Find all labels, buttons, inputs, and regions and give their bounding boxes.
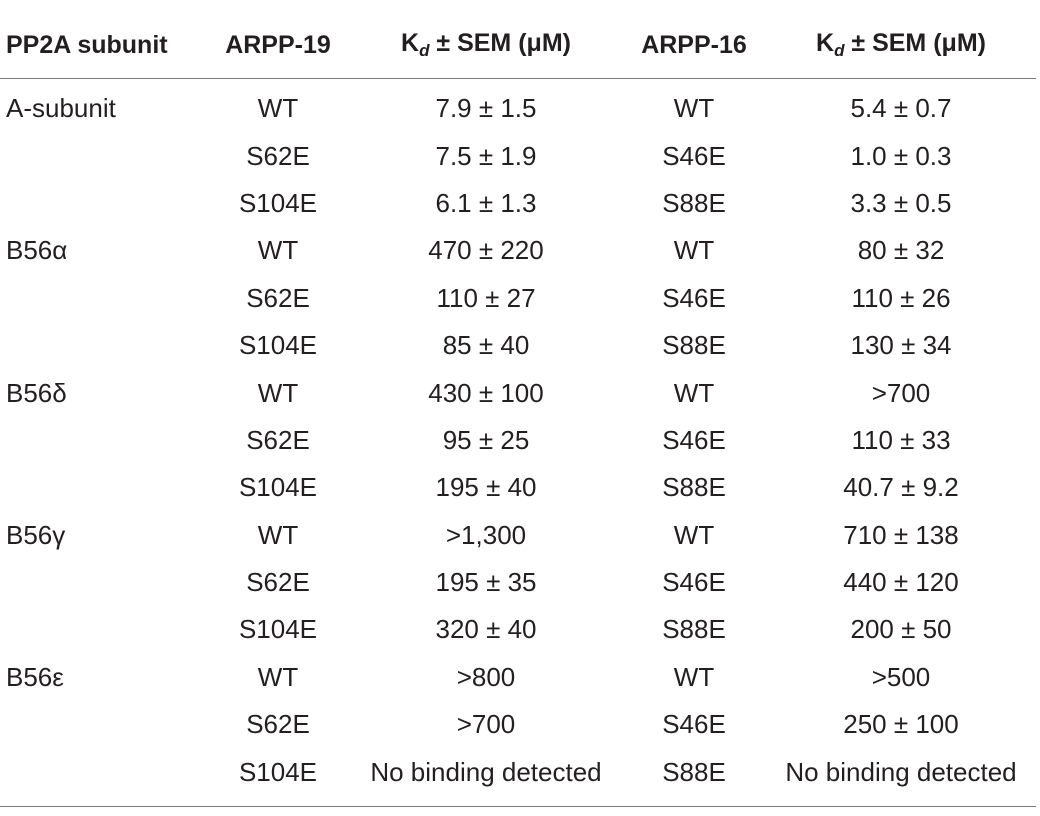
cell-kd-arpp16: 110 ± 33 xyxy=(851,424,951,455)
cell-arpp19-variant: S62E xyxy=(246,424,310,455)
cell-arpp16-variant: S46E xyxy=(662,424,726,455)
cell-arpp19-variant: S62E xyxy=(246,282,310,313)
cell-pp2a-subunit xyxy=(0,606,206,653)
table-row xyxy=(0,606,1036,653)
cell-kd-arpp19: 195 ± 40 xyxy=(435,472,537,503)
cell-arpp16-variant: WT xyxy=(673,661,715,692)
cell-pp2a-subunit xyxy=(0,701,206,748)
cell-arpp16-variant: WT xyxy=(673,377,715,408)
cell-kd-arpp19: 320 ± 40 xyxy=(435,614,537,645)
cell-kd-arpp16: 250 ± 100 xyxy=(843,709,959,740)
cell-kd-arpp19: >700 xyxy=(456,709,516,740)
table-row xyxy=(0,417,1036,464)
cell-arpp16-variant: S46E xyxy=(662,567,726,598)
cell-kd-arpp19: 195 ± 35 xyxy=(435,567,537,598)
table-row xyxy=(0,654,1036,701)
cell-kd-arpp16: 110 ± 26 xyxy=(851,282,951,313)
cell-arpp16-variant: S88E xyxy=(662,187,726,218)
cell-kd-arpp19: >1,300 xyxy=(445,519,527,550)
header-kd-arpp19-rest: ± SEM (μM) xyxy=(429,29,571,57)
cell-kd-arpp19: No binding detected xyxy=(350,748,622,806)
cell-pp2a-subunit xyxy=(0,464,206,511)
cell-arpp19-variant: WT xyxy=(257,661,299,692)
table-row xyxy=(0,79,1036,133)
header-arpp19: ARPP-19 xyxy=(206,20,350,79)
table-row xyxy=(0,464,1036,511)
cell-kd-arpp19: 95 ± 25 xyxy=(442,424,530,455)
table-body xyxy=(0,79,1036,807)
cell-arpp16-variant: S88E xyxy=(622,748,766,806)
cell-kd-arpp16: 710 ± 138 xyxy=(843,519,959,550)
cell-kd-arpp16: >500 xyxy=(871,661,931,692)
cell-arpp19-variant: S104E xyxy=(238,614,318,645)
cell-arpp16-variant: S46E xyxy=(662,709,726,740)
cell-pp2a-subunit: B56γ xyxy=(6,519,66,550)
cell-kd-arpp16: 130 ± 34 xyxy=(850,330,952,361)
cell-kd-arpp19: 110 ± 27 xyxy=(436,282,536,313)
header-kd-arpp19-subscript: d xyxy=(419,41,430,60)
header-kd-arpp16-k: K xyxy=(816,29,835,57)
cell-kd-arpp16: >700 xyxy=(871,377,931,408)
cell-arpp19-variant: S62E xyxy=(246,140,310,171)
cell-kd-arpp16: 5.4 ± 0.7 xyxy=(850,93,952,124)
cell-pp2a-subunit: A-subunit xyxy=(6,93,116,124)
header-pp2a-subunit: PP2A subunit xyxy=(0,20,206,79)
cell-arpp16-variant: S46E xyxy=(662,140,726,171)
cell-kd-arpp16: 440 ± 120 xyxy=(843,567,959,598)
cell-arpp19-variant: S62E xyxy=(246,709,310,740)
cell-kd-arpp19: 7.5 ± 1.9 xyxy=(435,140,537,171)
table-row xyxy=(0,132,1036,179)
cell-arpp19-variant: WT xyxy=(257,235,299,266)
cell-pp2a-subunit xyxy=(0,322,206,369)
cell-arpp16-variant: S88E xyxy=(662,614,726,645)
header-kd-arpp16 xyxy=(766,20,1036,79)
cell-arpp16-variant: S88E xyxy=(662,472,726,503)
table-header xyxy=(0,20,1036,79)
cell-pp2a-subunit xyxy=(0,559,206,606)
cell-kd-arpp16: 3.3 ± 0.5 xyxy=(850,187,952,218)
cell-arpp19-variant: WT xyxy=(257,519,299,550)
cell-arpp19-variant: WT xyxy=(257,377,299,408)
cell-pp2a-subunit xyxy=(0,275,206,322)
cell-kd-arpp16: No binding detected xyxy=(766,748,1036,806)
table-row xyxy=(0,512,1036,559)
cell-arpp16-variant: WT xyxy=(673,235,715,266)
cell-kd-arpp19: 470 ± 220 xyxy=(428,235,544,266)
cell-kd-arpp19: >800 xyxy=(456,661,516,692)
cell-kd-arpp16: 1.0 ± 0.3 xyxy=(850,140,952,171)
cell-pp2a-subunit xyxy=(0,132,206,179)
cell-arpp19-variant: S104E xyxy=(238,330,318,361)
header-kd-arpp16-subscript: d xyxy=(834,41,845,60)
cell-pp2a-subunit: B56δ xyxy=(6,377,67,408)
cell-arpp16-variant: S46E xyxy=(662,282,726,313)
cell-kd-arpp16: 80 ± 32 xyxy=(857,235,945,266)
cell-kd-arpp19: 6.1 ± 1.3 xyxy=(435,187,537,218)
cell-arpp16-variant: WT xyxy=(673,93,715,124)
table-row xyxy=(0,369,1036,416)
cell-arpp19-variant: S104E xyxy=(206,748,350,806)
cell-arpp19-variant: WT xyxy=(257,93,299,124)
cell-kd-arpp19: 85 ± 40 xyxy=(442,330,530,361)
header-kd-arpp19 xyxy=(350,20,622,79)
table-row xyxy=(0,322,1036,369)
cell-arpp19-variant: S62E xyxy=(246,567,310,598)
cell-kd-arpp16: 40.7 ± 9.2 xyxy=(843,472,959,503)
header-arpp16: ARPP-16 xyxy=(622,20,766,79)
header-row xyxy=(0,20,1036,79)
cell-pp2a-subunit xyxy=(0,417,206,464)
cell-arpp16-variant: WT xyxy=(673,519,715,550)
table-row xyxy=(0,559,1036,606)
table-row xyxy=(0,748,1036,806)
binding-affinity-table xyxy=(0,20,1036,807)
cell-kd-arpp19: 7.9 ± 1.5 xyxy=(435,93,537,124)
header-kd-arpp16-rest: ± SEM (μM) xyxy=(844,29,986,57)
cell-arpp16-variant: S88E xyxy=(662,330,726,361)
cell-pp2a-subunit xyxy=(0,748,206,806)
cell-pp2a-subunit: B56ε xyxy=(6,661,64,692)
table-row xyxy=(0,701,1036,748)
cell-kd-arpp16: 200 ± 50 xyxy=(850,614,952,645)
cell-kd-arpp19: 430 ± 100 xyxy=(428,377,544,408)
table-row xyxy=(0,227,1036,274)
cell-arpp19-variant: S104E xyxy=(238,472,318,503)
cell-pp2a-subunit: B56α xyxy=(6,235,68,266)
header-kd-arpp19-k: K xyxy=(401,29,420,57)
table-row xyxy=(0,180,1036,227)
cell-pp2a-subunit xyxy=(0,180,206,227)
cell-arpp19-variant: S104E xyxy=(238,187,318,218)
table-row xyxy=(0,275,1036,322)
